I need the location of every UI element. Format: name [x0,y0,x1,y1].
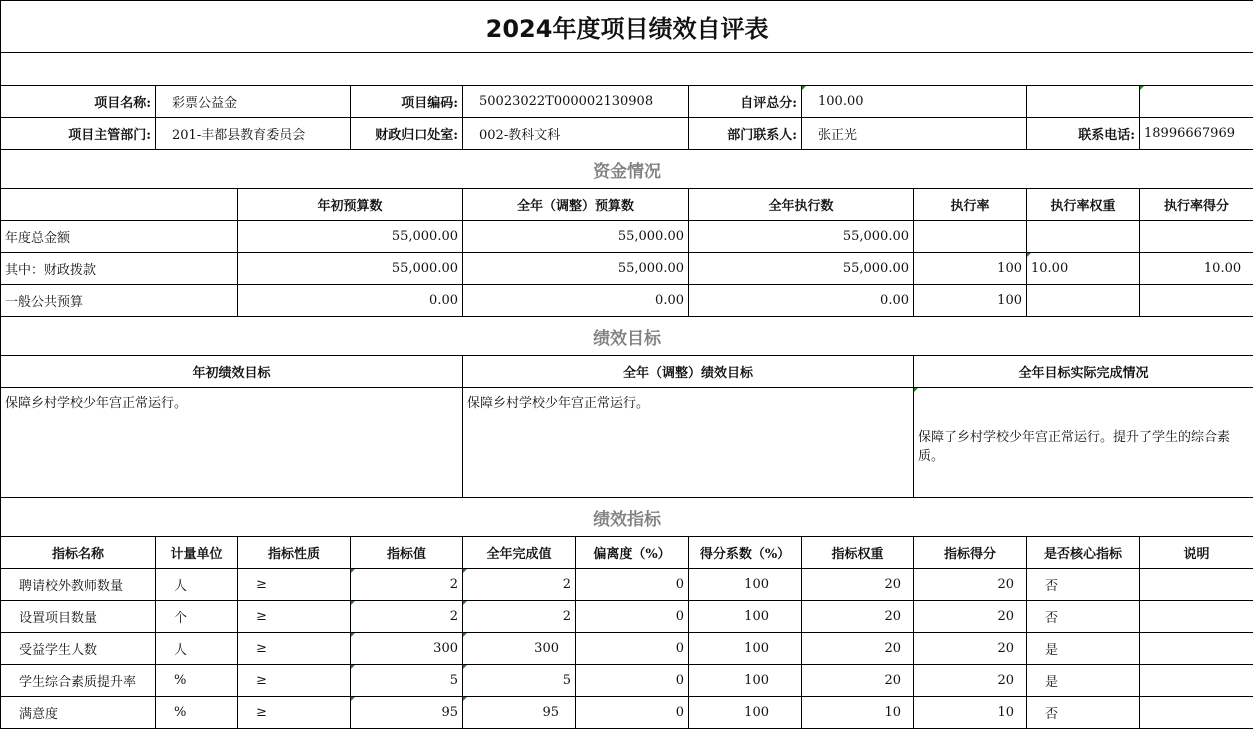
indicator-unit: 人 [156,569,238,601]
funds-initial: 55,000.00 [238,221,463,253]
indicator-actual: 2 [463,569,576,601]
indicator-row [1,601,1253,633]
funds-section-title: 资金情况 [1,150,1253,189]
indicator-name: 学生综合素质提升率 [1,665,156,697]
funds-rate: 100 [914,285,1027,317]
indicator-name: 设置项目数量 [1,601,156,633]
funds-header: 全年（调整）预算数 [463,189,689,221]
indicator-weight: 20 [802,633,914,665]
funds-row [1,253,1253,285]
indicator-header: 指标性质 [238,537,351,569]
funds-weight [1027,285,1140,317]
page-title: 2024年度项目绩效自评表 [1,1,1253,53]
funds-row-name: 其中：财政拨款 [1,253,238,285]
info-row-1 [1,86,1253,118]
contact-label: 部门联系人: [689,118,802,150]
funds-initial: 0.00 [238,285,463,317]
goal-adjusted-text: 保障乡村学校少年宫正常运行。 [463,388,914,498]
funds-header: 执行率权重 [1027,189,1140,221]
indicator-header: 得分系数（%） [689,537,802,569]
funds-executed: 55,000.00 [689,221,914,253]
indicator-score: 20 [914,633,1027,665]
indicator-header: 指标值 [351,537,463,569]
indicator-header: 偏离度（%） [576,537,689,569]
indicator-note [1140,601,1253,633]
indicator-weight: 10 [802,697,914,729]
project-code-value: 50023022T000002130908 [463,86,689,118]
indicator-deviation: 0 [576,697,689,729]
indicator-name: 满意度 [1,697,156,729]
project-name-value: 彩票公益金 [156,86,351,118]
indicator-score: 20 [914,601,1027,633]
indicator-header: 指标权重 [802,537,914,569]
indicator-score: 20 [914,665,1027,697]
project-name-label: 项目名称: [1,86,156,118]
indicator-unit: 人 [156,633,238,665]
indicator-unit: % [156,697,238,729]
goal-initial-text: 保障乡村学校少年宫正常运行。 [1,388,463,498]
goals-header-actual: 全年目标实际完成情况 [914,356,1253,388]
indicator-header: 指标得分 [914,537,1027,569]
indicator-actual: 2 [463,601,576,633]
indicator-deviation: 0 [576,633,689,665]
funds-row-name: 一般公共预算 [1,285,238,317]
indicator-target: 2 [351,569,463,601]
indicator-row [1,665,1253,697]
funds-score [1140,221,1253,253]
phone-label: 联系电话: [1027,118,1140,150]
finance-label: 财政归口处室: [351,118,463,150]
dept-label: 项目主管部门: [1,118,156,150]
indicator-deviation: 0 [576,569,689,601]
info-row-2 [1,118,1253,150]
goals-header-adjusted: 全年（调整）绩效目标 [463,356,914,388]
funds-weight [1027,221,1140,253]
indicator-coef: 100 [689,633,802,665]
indicator-target: 300 [351,633,463,665]
funds-row-name: 年度总金额 [1,221,238,253]
goals-row [1,388,1253,498]
indicator-actual: 95 [463,697,576,729]
funds-header: 年初预算数 [238,189,463,221]
funds-row [1,221,1253,253]
indicator-unit: 个 [156,601,238,633]
indicator-note [1140,633,1253,665]
indicator-nature: ≥ [238,697,351,729]
indicator-coef: 100 [689,697,802,729]
indicator-nature: ≥ [238,601,351,633]
funds-adjusted: 0.00 [463,285,689,317]
indicator-header: 说明 [1140,537,1253,569]
indicator-coef: 100 [689,601,802,633]
indicator-score: 20 [914,569,1027,601]
funds-adjusted: 55,000.00 [463,221,689,253]
indicator-header: 是否核心指标 [1027,537,1140,569]
funds-corner-cell [1,189,238,221]
funds-weight: 10.00 [1027,253,1140,285]
funds-adjusted: 55,000.00 [463,253,689,285]
indicator-core: 否 [1027,697,1140,729]
indicator-weight: 20 [802,665,914,697]
finance-value: 002-教科文科 [463,118,689,150]
indicator-header: 全年完成值 [463,537,576,569]
self-score-label: 自评总分: [689,86,802,118]
indicator-header: 指标名称 [1,537,156,569]
indicator-nature: ≥ [238,633,351,665]
self-score-value: 100.00 [802,86,1027,118]
funds-score: 10.00 [1140,253,1253,285]
indicator-nature: ≥ [238,569,351,601]
indicator-weight: 20 [802,569,914,601]
goals-header-initial: 年初绩效目标 [1,356,463,388]
dept-value: 201-丰都县教育委员会 [156,118,351,150]
indicator-name: 聘请校外教师数量 [1,569,156,601]
indicators-section-title: 绩效指标 [1,498,1253,537]
indicator-target: 5 [351,665,463,697]
funds-header: 全年执行数 [689,189,914,221]
indicator-unit: % [156,665,238,697]
indicator-coef: 100 [689,569,802,601]
goals-header-row [1,356,1253,388]
indicator-core: 是 [1027,665,1140,697]
indicators-header-row [1,537,1253,569]
funds-header-row [1,189,1253,221]
indicator-nature: ≥ [238,665,351,697]
indicator-coef: 100 [689,665,802,697]
funds-executed: 0.00 [689,285,914,317]
goal-actual-text: 保障了乡村学校少年宫正常运行。提升了学生的综合素质。 [914,388,1253,498]
indicator-actual: 300 [463,633,576,665]
phone-value: 18996667969 [1140,118,1253,150]
funds-header: 执行率 [914,189,1027,221]
indicator-note [1140,697,1253,729]
indicator-deviation: 0 [576,665,689,697]
goals-section-title: 绩效目标 [1,317,1253,356]
funds-rate [914,221,1027,253]
project-code-label: 项目编码: [351,86,463,118]
indicator-core: 否 [1027,601,1140,633]
indicator-weight: 20 [802,601,914,633]
indicator-target: 95 [351,697,463,729]
funds-header: 执行率得分 [1140,189,1253,221]
indicator-header: 计量单位 [156,537,238,569]
indicator-core: 是 [1027,633,1140,665]
indicator-target: 2 [351,601,463,633]
empty-cell [1140,86,1253,118]
indicator-core: 否 [1027,569,1140,601]
funds-executed: 55,000.00 [689,253,914,285]
indicator-score: 10 [914,697,1027,729]
indicator-name: 受益学生人数 [1,633,156,665]
indicator-row [1,633,1253,665]
indicator-row [1,569,1253,601]
blank-row [1,53,1253,86]
indicator-deviation: 0 [576,601,689,633]
funds-initial: 55,000.00 [238,253,463,285]
indicator-note [1140,665,1253,697]
indicator-actual: 5 [463,665,576,697]
indicator-row [1,697,1253,729]
contact-value: 张正光 [802,118,1027,150]
empty-cell [1027,86,1140,118]
funds-rate: 100 [914,253,1027,285]
funds-score [1140,285,1253,317]
funds-row [1,285,1253,317]
indicator-note [1140,569,1253,601]
